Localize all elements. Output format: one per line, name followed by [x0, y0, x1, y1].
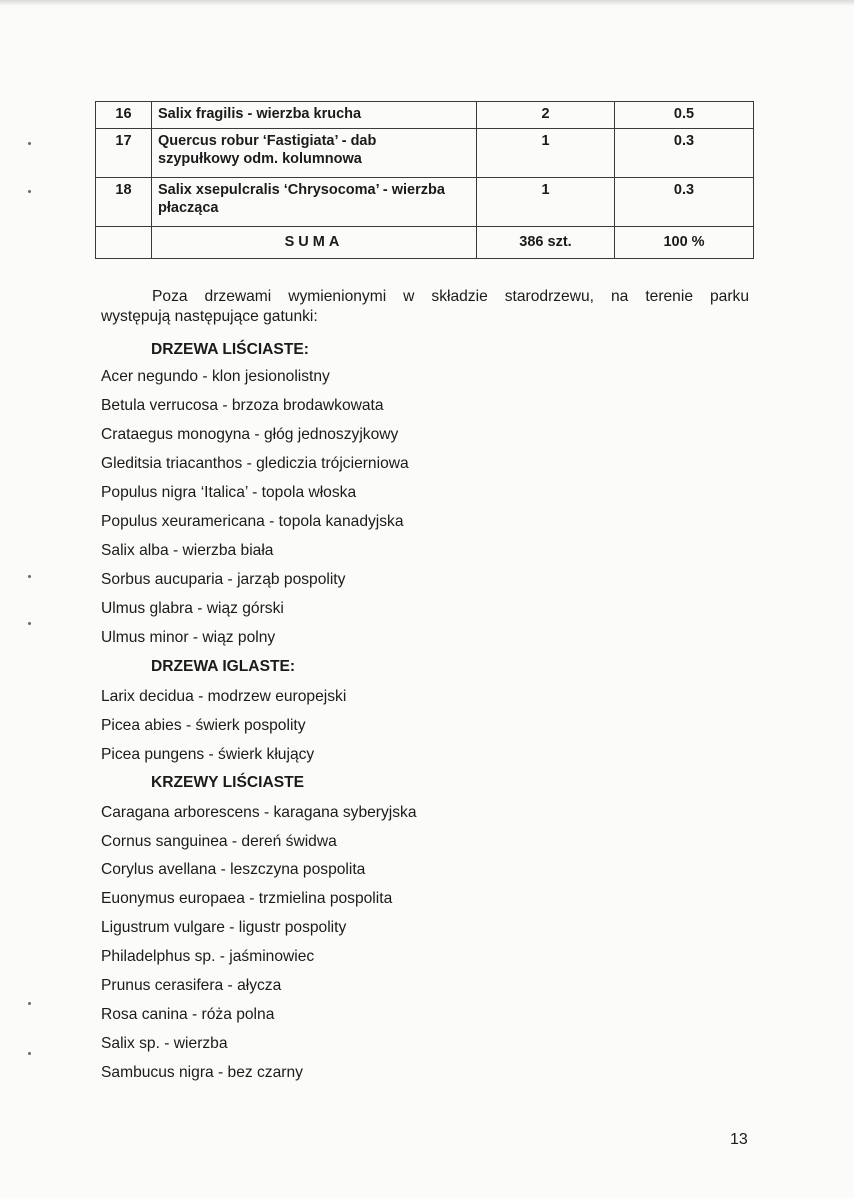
scan-edge-shadow: [0, 0, 854, 6]
list-item: Caragana arborescens - karagana syberyjska: [101, 804, 417, 821]
species-name-line: szypułkowy odm. kolumnowa: [158, 151, 362, 167]
percent-cell: 0.5: [615, 102, 754, 129]
list-item: Salix sp. - wierzba: [101, 1035, 228, 1052]
page-number: 13: [730, 1131, 748, 1148]
intro-paragraph: [101, 287, 749, 327]
list-item: Picea pungens - świerk kłujący: [101, 746, 315, 763]
list-item: Philadelphus sp. - jaśminowiec: [101, 948, 315, 965]
list-item: Acer negundo - klon jesionolistny: [101, 368, 330, 385]
list-item: Populus nigra ‘Italica’ - topola włoska: [101, 484, 357, 501]
species-name-line: płacząca: [158, 200, 219, 216]
list-item: Ulmus minor - wiąz polny: [101, 629, 276, 646]
empty-cell: [96, 227, 152, 259]
sum-quantity: 386 szt.: [477, 227, 615, 259]
section-heading: KRZEWY LIŚCIASTE: [151, 774, 305, 791]
list-item: Populus xeuramericana - topola kanadyjska: [101, 513, 404, 530]
quantity-cell: 1: [477, 129, 615, 178]
punch-hole-mark: [28, 1002, 31, 1005]
punch-hole-mark: [28, 622, 31, 625]
table-row: [96, 102, 754, 129]
quantity-cell: 2: [477, 102, 615, 129]
list-item: Sambucus nigra - bez czarny: [101, 1064, 303, 1081]
percent-cell: 0.3: [615, 178, 754, 227]
species-name-line: Salix xsepulcralis ‘Chrysocoma’ - wierzba: [158, 182, 445, 198]
punch-hole-mark: [28, 142, 31, 145]
list-item: Prunus cerasifera - ałycza: [101, 977, 282, 994]
species-name: [152, 178, 477, 227]
row-number: 16: [96, 102, 152, 129]
quantity-cell: 1: [477, 178, 615, 227]
list-item: Ulmus glabra - wiąz górski: [101, 600, 284, 617]
list-item: Salix alba - wierzba biała: [101, 542, 274, 559]
list-item: Corylus avellana - leszczyna pospolita: [101, 861, 366, 878]
section-heading: DRZEWA LIŚCIASTE:: [151, 341, 309, 358]
punch-hole-mark: [28, 1052, 31, 1055]
punch-hole-mark: [28, 190, 31, 193]
sum-percent: 100 %: [615, 227, 754, 259]
list-item: Euonymus europaea - trzmielina pospolita: [101, 890, 393, 907]
list-item: Crataegus monogyna - głóg jednoszyjkowy: [101, 426, 399, 443]
list-item: Ligustrum vulgare - ligustr pospolity: [101, 919, 347, 936]
species-table: [95, 101, 754, 259]
intro-line: występują następujące gatunki:: [101, 308, 318, 325]
list-item: Cornus sanguinea - dereń świdwa: [101, 833, 337, 850]
table-row: [96, 129, 754, 178]
section-heading: DRZEWA IGLASTE:: [151, 658, 296, 675]
species-name: [152, 129, 477, 178]
list-item: Gleditsia triacanthos - glediczia trójcierniowa: [101, 455, 409, 472]
species-name-line: Quercus robur ‘Fastigiata’ - dab: [158, 133, 377, 149]
intro-line: Poza drzewami wymienionymi w składzie starodrzewu, na terenie parku: [152, 288, 749, 305]
table-row: [96, 178, 754, 227]
row-number: 18: [96, 178, 152, 227]
list-item: Picea abies - świerk pospolity: [101, 717, 306, 734]
percent-cell: 0.3: [615, 129, 754, 178]
list-item: Betula verrucosa - brzoza brodawkowata: [101, 397, 384, 414]
list-item: Rosa canina - róża polna: [101, 1006, 275, 1023]
list-item: Larix decidua - modrzew europejski: [101, 688, 347, 705]
sum-label: SUMA: [152, 227, 477, 259]
list-item: Sorbus aucuparia - jarząb pospolity: [101, 571, 346, 588]
species-name: Salix fragilis - wierzba krucha: [152, 102, 477, 129]
sum-row: [96, 227, 754, 259]
punch-hole-mark: [28, 575, 31, 578]
row-number: 17: [96, 129, 152, 178]
